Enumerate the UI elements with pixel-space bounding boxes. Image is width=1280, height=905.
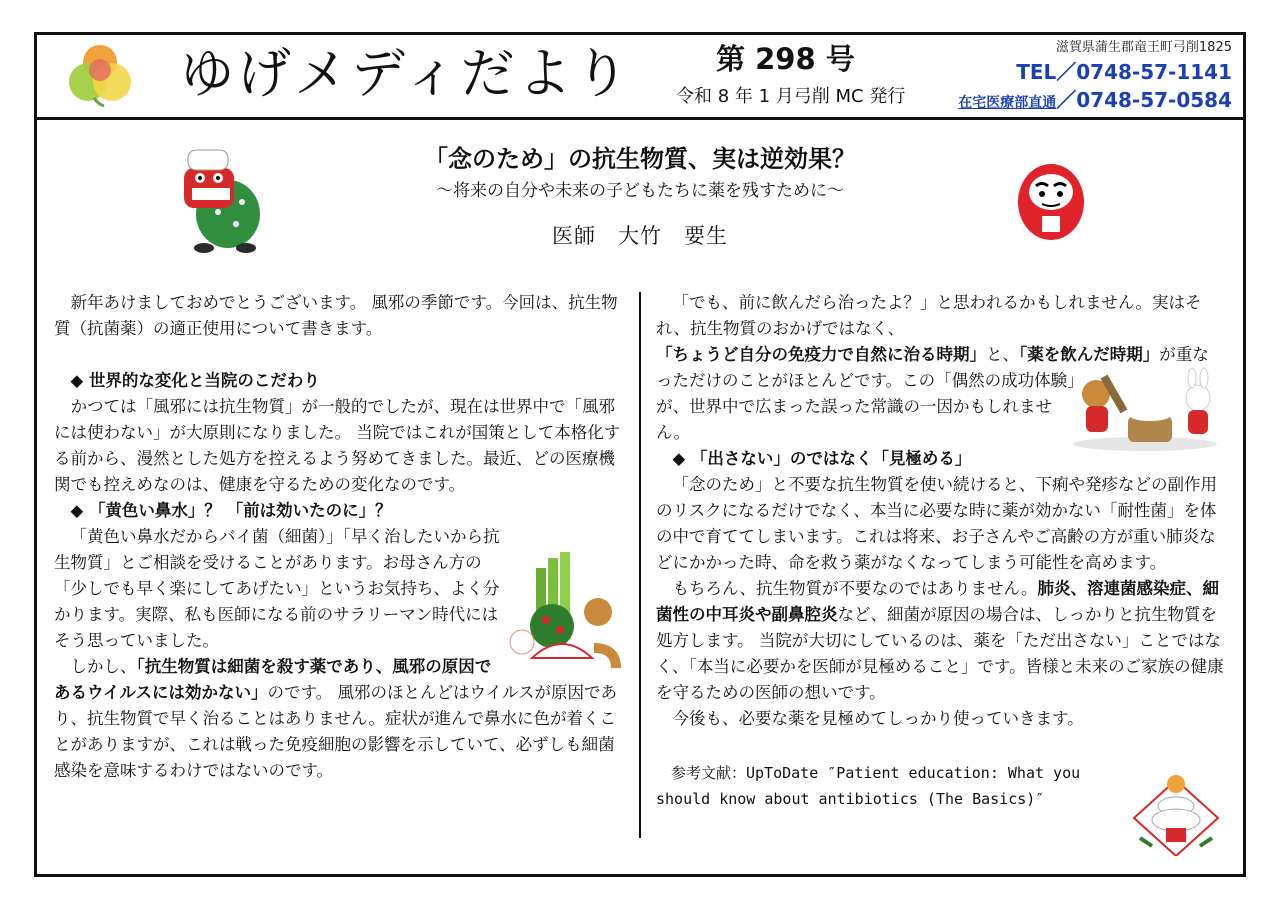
article-title: 「念のため」の抗生物質、実は逆効果？ [424,145,856,173]
direct-label: 在宅医療部直通 [958,95,1057,111]
article-author: 医師 大竹 要生 [552,224,728,248]
text-run: のです。 風邪のほとんどはウイルスが原因であり、抗生物質で早く治ることはありません。症状が進んで鼻水に色が着くことがありますが、これは戦った免疫細胞の影響を示していて、必ずしも細菌感染を意味するわけではないのです。 [54,683,617,780]
bold-text: 肺炎、溶連菌感染症、細菌性の中耳炎や副鼻腔炎 [656,579,1219,624]
text-run: と、 [986,345,1019,364]
direct-number: ／0748-57-0584 [1056,88,1232,112]
text-run: など、細菌が原因の場合は、しっかりと抗生物質を処方します。 当院が大切にしているのは、薬を「ただ出さない」ことではなく、「本当に必要かを医師が見極めること」です。皆様と未来のご家族の健康を守るための医師の想いです。 [656,605,1224,702]
shishimai-illustration [170,140,270,258]
intro-paragraph: 新年あけましておめでとうございます。 風邪の季節です。今回は、抗生物質（抗菌薬）の適正使用について書きます。 [54,293,618,338]
address: 滋賀県蒲生郡竜王町弓削1825 [1055,40,1232,55]
section-heading: ◆ 世界的な変化と当院のこだわり [70,371,320,390]
issue-number: 第 298 号 [716,42,855,76]
reference: 参考文献：UpToDate ″Patient education: What you should know about antibiotics (The Basics)″ [656,764,1081,808]
article-subtitle: ～将来の自分や未来の子どもたちに薬を残すために～ [436,181,844,201]
kadomatsu-illustration [502,548,626,688]
issue-date: 令和 8 年 1 月弓削 MC 発行 [676,86,906,107]
text-run: 「でも、前に飲んだら治ったよ？」と思われるかもしれません。実はそれ、抗生物質のおかげではなく、 [656,293,1202,338]
left-column [54,290,626,784]
paragraph: 今後も、必要な薬を見極めてしっかり使っていきます。 [672,709,1084,728]
section-heading: ◆ 「出さない」のではなく「見極める」 [672,449,972,468]
direct-line [958,88,1232,115]
logo-icon [64,40,138,110]
text-run: しかし、 [70,657,137,676]
masthead-title: ゆげメディだより [180,42,632,105]
bold-text: 「薬を飲んだ時期」 [1019,345,1160,364]
mochitsuki-illustration [1070,364,1220,452]
paragraph: かつては「風邪には抗生物質」が一般的でしたが、現在は世界中で「風邪には使わない」が大原則になりました。 当院ではこれが国策として本格化する前から、漫然とした処方を控えるよう努めてきました。最近、どの医療機関でも控えめなのは、健康を守るための変化なのです。 [54,397,621,494]
daruma-illustration [1016,158,1086,242]
text-run: が重なっただけのことがほとんどです。この「偶然の成功体験」が、世界中で広まった誤った常識の一因かもしれません。 [656,345,1209,442]
paragraph: 「念のため」と不要な抗生物質を使い続けると、下痢や発疹などの副作用のリスクになるだけでなく、本当に必要な時に薬が効かない「耐性菌」を体の中で育ててしまいます。これは将来、お子さんやご高齢の方が重い肺炎などにかかった時、命を救う薬がなくなってしまう可能性を高めます。 [656,475,1217,572]
text-run: もちろん、抗生物質が不要なのではありません。 [672,579,1038,598]
bold-text: 「抗生物質は細菌を殺す薬であり、風邪の原因であるウイルスには効かない」 [54,657,492,702]
paragraph: 「黄色い鼻水だからバイ菌（細菌）」「早く治したいから抗生物質」とご相談を受けることがあります。お母さん方の「少しでも早く楽にしてあげたい」というお気持ち、よく分かります。実際、私も医師になる前のサラリーマン時代にはそう思っていました。 [54,527,500,650]
wrap-spacer [1225,290,1226,368]
tel-number: TEL／0748-57-1141 [1016,60,1232,84]
bold-text: 「ちょうど自分の免疫力で自然に治る時期」 [656,345,986,364]
kagami-mochi-illustration [1130,768,1222,856]
section-heading: ◆ 「黄色い鼻水」？ 「前は効いたのに」？ [70,501,392,520]
paragraph [656,576,1226,706]
column-divider [639,292,641,838]
